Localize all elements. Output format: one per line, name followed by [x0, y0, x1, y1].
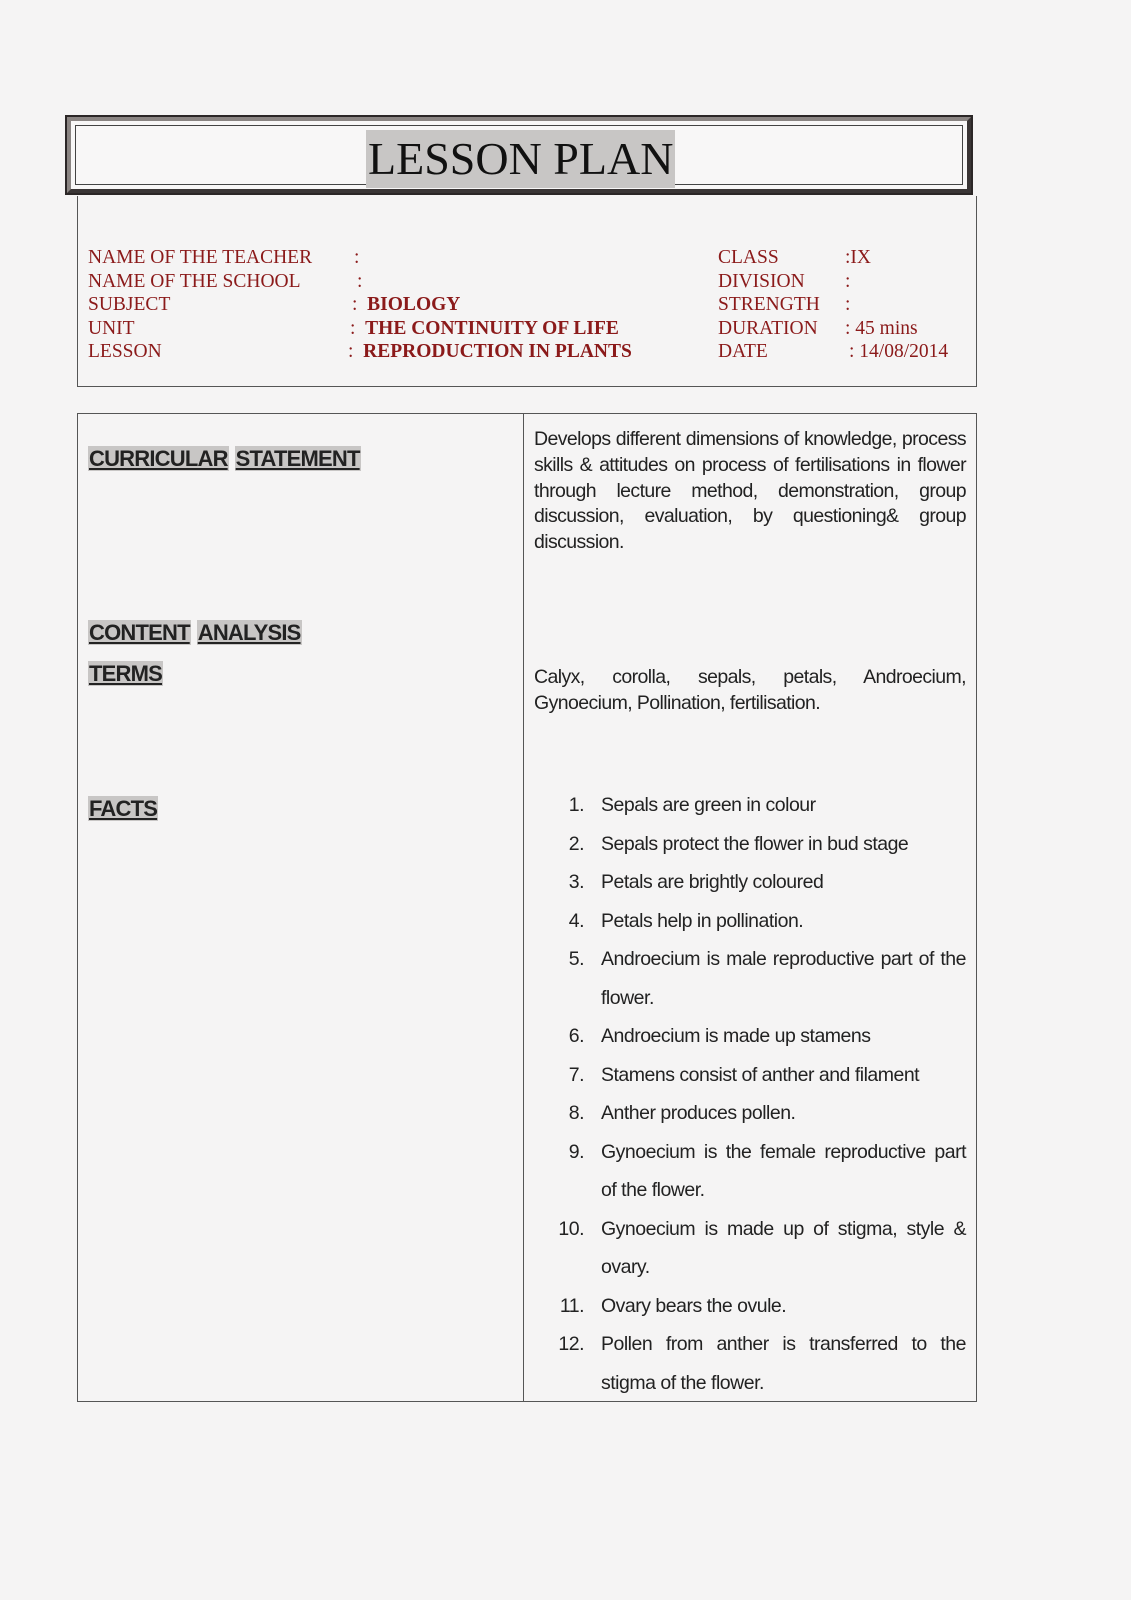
fact-text: Anther produces pollen.	[601, 1102, 796, 1124]
info-label: NAME OF THE SCHOOL	[88, 270, 301, 292]
fact-number: 11.	[559, 1294, 584, 1317]
info-label: UNIT	[88, 317, 135, 339]
colon: :	[357, 270, 363, 292]
fact-text: Androecium is made up stamens	[601, 1025, 871, 1047]
fact-item	[548, 825, 966, 864]
colon: :	[350, 317, 356, 339]
colon: :	[845, 270, 851, 292]
fact-text: Pollen from anther is transferred to the stigma of the flower.	[601, 1333, 966, 1394]
subject-value: BIOLOGY	[367, 294, 461, 315]
fact-number: 7.	[568, 1063, 584, 1086]
fact-number: 6.	[568, 1025, 584, 1047]
info-left-labels	[88, 246, 312, 364]
info-label: CLASS	[718, 247, 779, 268]
class-value: IX	[850, 247, 871, 268]
lesson-table	[77, 413, 977, 1402]
fact-text: Gynoecium is the female reproductive part of the flower.	[601, 1140, 966, 1201]
date-value: 14/08/2014	[859, 341, 949, 362]
info-box	[77, 196, 977, 387]
fact-item	[548, 863, 966, 902]
info-label: DURATION	[718, 317, 818, 339]
fact-text: Androecium is male reproductive part of the flower.	[601, 948, 966, 1009]
fact-number: 12.	[558, 1333, 584, 1355]
info-label: DIVISION	[718, 270, 805, 292]
heading-word: CONTENT	[89, 620, 190, 645]
fact-item	[548, 1287, 966, 1326]
fact-number: 5.	[568, 948, 584, 970]
curricular-statement-text: Develops different dimensions of knowledge, process skills & attitudes on process of fertilisations in flower through lecture method, demonstration, group discussion, evaluation, by questioning& group discussion.	[534, 428, 966, 554]
info-label: DATE	[718, 341, 768, 362]
page-title: LESSON PLAN	[366, 130, 675, 188]
fact-text: Ovary bears the ovule.	[601, 1294, 787, 1317]
fact-item	[548, 1210, 966, 1287]
fact-item	[548, 1133, 966, 1210]
title-box	[67, 117, 971, 193]
fact-text: Stamens consist of anther and filament	[601, 1063, 920, 1086]
fact-text: Sepals protect the flower in bud stage	[601, 832, 909, 855]
unit-value: THE CONTINUITY OF LIFE	[365, 317, 619, 339]
fact-number: 2.	[568, 832, 584, 855]
heading-word: CURRICULAR	[89, 446, 228, 471]
fact-number: 9.	[568, 1140, 584, 1163]
terms-text: Calyx, corolla, sepals, petals, Androecium, Gynoecium, Pollination, fertilisation.	[534, 666, 966, 714]
colon: :	[845, 294, 851, 315]
fact-number: 1.	[568, 794, 584, 816]
fact-item	[548, 902, 966, 941]
info-label: LESSON	[88, 341, 162, 362]
info-left-values	[348, 246, 636, 364]
fact-item	[548, 786, 966, 825]
facts-list	[548, 786, 966, 1402]
colon: :	[354, 247, 360, 268]
curricular-statement-heading	[88, 446, 367, 472]
fact-number: 8.	[568, 1102, 584, 1124]
fact-number: 3.	[568, 871, 584, 893]
colon: :	[845, 317, 851, 339]
fact-text: Sepals are green in colour	[601, 794, 816, 816]
info-label: NAME OF THE TEACHER	[88, 247, 313, 268]
fact-text: Petals are brightly coloured	[601, 871, 824, 893]
heading-word: TERMS	[89, 661, 163, 686]
info-right-labels	[718, 246, 820, 364]
heading-word: STATEMENT	[235, 446, 360, 471]
fact-item	[548, 1056, 966, 1095]
fact-text: Gynoecium is made up of stigma, style & ovary.	[601, 1217, 966, 1278]
lesson-value: REPRODUCTION IN PLANTS	[363, 341, 632, 362]
content-analysis-heading	[88, 620, 308, 646]
colon: :	[845, 247, 851, 268]
column-divider	[523, 414, 524, 1401]
info-label: SUBJECT	[88, 294, 171, 315]
fact-number: 4.	[568, 909, 584, 932]
fact-text: Petals help in pollination.	[601, 909, 804, 932]
heading-word: ANALYSIS	[197, 620, 301, 645]
facts-heading	[88, 796, 164, 822]
fact-item	[548, 1325, 966, 1402]
duration-value: 45 mins	[855, 317, 918, 339]
info-right-values	[845, 246, 949, 364]
heading-word: FACTS	[89, 796, 158, 821]
colon: :	[348, 341, 354, 362]
colon: :	[352, 294, 358, 315]
fact-item	[548, 1094, 966, 1133]
fact-item	[548, 1017, 966, 1056]
info-label: STRENGTH	[718, 294, 820, 315]
fact-item	[548, 940, 966, 1017]
terms-heading	[88, 661, 169, 687]
colon: :	[849, 341, 855, 362]
fact-number: 10.	[558, 1217, 584, 1240]
